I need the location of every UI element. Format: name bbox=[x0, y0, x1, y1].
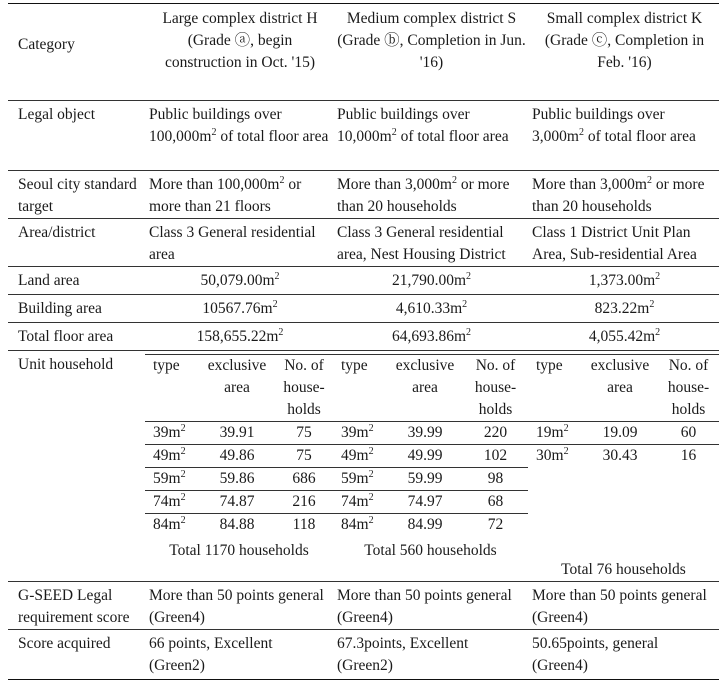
score-acquired-s: 67.3points, Excellent (Green2) bbox=[333, 630, 528, 680]
unit-table-s bbox=[333, 354, 528, 536]
label-gseed-requirement: G-SEED Legal requirement score bbox=[8, 582, 145, 630]
unit-type: $59m^2$ bbox=[333, 468, 387, 491]
label-area-district: Area/district bbox=[8, 219, 145, 267]
unit-type: $49m^2$ bbox=[333, 445, 387, 468]
unit-exclusive-area: 30.43 bbox=[582, 445, 658, 468]
seoul-target-h: More than $100,000m^2$ or more than 21 floors bbox=[145, 171, 333, 219]
unit-exclusive-area: 84.88 bbox=[199, 514, 275, 537]
unit-exclusive-area: 39.99 bbox=[387, 422, 463, 445]
legal-object-k: Public buildings over $3,000m^2$ of total floor area bbox=[528, 101, 719, 171]
row-unit-household bbox=[8, 351, 719, 582]
land-area-s: $21,790.00m^2$ bbox=[333, 267, 528, 295]
unit-row bbox=[145, 445, 333, 468]
seoul-target-k: More than $3,000m^2$ or more than 20 households bbox=[528, 171, 719, 219]
col-area-header: exclusive area bbox=[199, 355, 275, 422]
col-households-header: No. of house-holds bbox=[658, 355, 719, 422]
unit-households: 75 bbox=[275, 422, 333, 445]
unit-type: $59m^2$ bbox=[145, 468, 199, 491]
unit-table-h bbox=[145, 354, 333, 536]
building-area-k: $823.22m^2$ bbox=[528, 295, 719, 323]
row-legal-object bbox=[8, 101, 719, 171]
building-area-s: $4,610.33m^2$ bbox=[333, 295, 528, 323]
area-district-h: Class 3 General residential area bbox=[145, 219, 333, 267]
col-type-header: type bbox=[528, 355, 582, 422]
gseed-requirement-h: More than 50 points general (Green4) bbox=[145, 582, 333, 630]
land-area-h: $50,079.00m^2$ bbox=[145, 267, 333, 295]
unit-exclusive-area: 74.87 bbox=[199, 491, 275, 514]
row-seoul-target bbox=[8, 171, 719, 219]
unit-row bbox=[528, 445, 719, 468]
unit-household-s bbox=[333, 351, 528, 582]
label-legal-object: Legal object bbox=[8, 101, 145, 171]
unit-table-header bbox=[145, 355, 333, 422]
unit-households: 72 bbox=[463, 514, 528, 537]
unit-households: 60 bbox=[658, 422, 719, 445]
unit-table-header bbox=[333, 355, 528, 422]
row-area-district bbox=[8, 219, 719, 267]
unit-type: $30m^2$ bbox=[528, 445, 582, 468]
col-households-header: No. of house-holds bbox=[275, 355, 333, 422]
unit-row bbox=[333, 468, 528, 491]
unit-household-k bbox=[528, 351, 719, 582]
row-gseed-requirement bbox=[8, 582, 719, 630]
land-area-k: $1,373.00m^2$ bbox=[528, 267, 719, 295]
unit-row bbox=[528, 422, 719, 445]
unit-exclusive-area: 49.99 bbox=[387, 445, 463, 468]
label-unit-household: Unit household bbox=[8, 351, 145, 582]
unit-households: 16 bbox=[658, 445, 719, 468]
label-seoul-target: Seoul city standard target bbox=[8, 171, 145, 219]
row-land-area bbox=[8, 267, 719, 295]
unit-row bbox=[145, 468, 333, 491]
row-score-acquired bbox=[8, 630, 719, 680]
unit-households: 220 bbox=[463, 422, 528, 445]
label-land-area: Land area bbox=[8, 267, 145, 295]
unit-type: $84m^2$ bbox=[333, 514, 387, 537]
label-building-area: Building area bbox=[8, 295, 145, 323]
total-households-h: Total 1170 households bbox=[169, 542, 309, 559]
unit-row bbox=[145, 491, 333, 514]
unit-households: 102 bbox=[463, 445, 528, 468]
total-households-k: Total 76 households bbox=[561, 561, 686, 578]
unit-exclusive-area: 74.97 bbox=[387, 491, 463, 514]
unit-table-header bbox=[528, 355, 719, 422]
comparison-table-document bbox=[8, 3, 719, 680]
label-score-acquired: Score acquired bbox=[8, 630, 145, 680]
score-acquired-h: 66 points, Excellent (Green2) bbox=[145, 630, 333, 680]
unit-households: 118 bbox=[275, 514, 333, 537]
unit-type: $84m^2$ bbox=[145, 514, 199, 537]
row-total-floor-area bbox=[8, 323, 719, 351]
unit-exclusive-area: 59.86 bbox=[199, 468, 275, 491]
header-district-s: Medium complex district S (Grade ⓑ, Completion in Jun. '16) bbox=[333, 4, 528, 101]
unit-type: $19m^2$ bbox=[528, 422, 582, 445]
unit-exclusive-area: 49.86 bbox=[199, 445, 275, 468]
header-category: Category bbox=[8, 4, 145, 101]
seoul-target-s: More than $3,000m^2$ or more than 20 households bbox=[333, 171, 528, 219]
comparison-table bbox=[8, 3, 719, 680]
unit-row bbox=[333, 445, 528, 468]
unit-row bbox=[333, 491, 528, 514]
unit-row bbox=[333, 422, 528, 445]
unit-households: 75 bbox=[275, 445, 333, 468]
unit-exclusive-area: 84.99 bbox=[387, 514, 463, 537]
col-households-header: No. of house-holds bbox=[463, 355, 528, 422]
label-total-floor-area: Total floor area bbox=[8, 323, 145, 351]
unit-households: 216 bbox=[275, 491, 333, 514]
unit-exclusive-area: 39.91 bbox=[199, 422, 275, 445]
unit-type: $49m^2$ bbox=[145, 445, 199, 468]
unit-household-h bbox=[145, 351, 333, 582]
area-district-k: Class 1 District Unit Plan Area, Sub-residential Area bbox=[528, 219, 719, 267]
unit-type: $39m^2$ bbox=[145, 422, 199, 445]
legal-object-s: Public buildings over $10,000m^2$ of total floor area bbox=[333, 101, 528, 171]
area-district-s: Class 3 General residential area, Nest Housing District bbox=[333, 219, 528, 267]
building-area-h: $10567.76m^2$ bbox=[145, 295, 333, 323]
col-area-header: exclusive area bbox=[387, 355, 463, 422]
unit-type: $74m^2$ bbox=[333, 491, 387, 514]
unit-households: 68 bbox=[463, 491, 528, 514]
legal-object-h: Public buildings over $100,000m^2$ of total floor area bbox=[145, 101, 333, 171]
header-district-h: Large complex district H (Grade ⓐ, begin construction in Oct. '15) bbox=[145, 4, 333, 101]
total-floor-area-k: $4,055.42m^2$ bbox=[528, 323, 719, 351]
unit-exclusive-area: 59.99 bbox=[387, 468, 463, 491]
gseed-requirement-s: More than 50 points general (Green4) bbox=[333, 582, 528, 630]
total-floor-area-s: $64,693.86m^2$ bbox=[333, 323, 528, 351]
header-row bbox=[8, 4, 719, 101]
unit-households: 686 bbox=[275, 468, 333, 491]
unit-row bbox=[145, 422, 333, 445]
unit-type: $39m^2$ bbox=[333, 422, 387, 445]
unit-row bbox=[145, 514, 333, 537]
total-floor-area-h: $158,655.22m^2$ bbox=[145, 323, 333, 351]
col-type-header: type bbox=[145, 355, 199, 422]
total-households-s: Total 560 households bbox=[364, 542, 497, 559]
row-building-area bbox=[8, 295, 719, 323]
col-type-header: type bbox=[333, 355, 387, 422]
header-district-k: Small complex district K (Grade ⓒ, Completion in Feb. '16) bbox=[528, 4, 719, 101]
unit-exclusive-area: 19.09 bbox=[582, 422, 658, 445]
unit-type: $74m^2$ bbox=[145, 491, 199, 514]
gseed-requirement-k: More than 50 points general (Green4) bbox=[528, 582, 719, 630]
unit-households: 98 bbox=[463, 468, 528, 491]
col-area-header: exclusive area bbox=[582, 355, 658, 422]
score-acquired-k: 50.65points, general (Green4) bbox=[528, 630, 719, 680]
unit-row bbox=[333, 514, 528, 537]
unit-table-k bbox=[528, 354, 719, 467]
